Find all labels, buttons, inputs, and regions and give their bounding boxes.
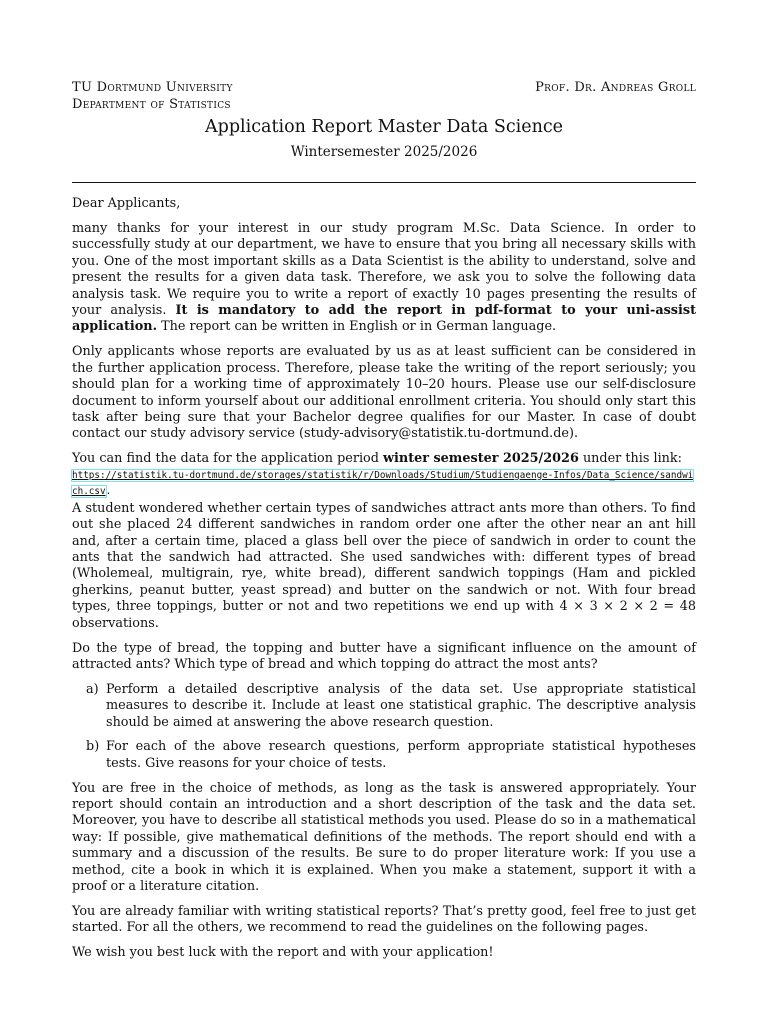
header-institution	[72, 79, 233, 113]
university-name: TU Dortmund University	[72, 80, 233, 95]
data-link-suffix: under this link:	[582, 451, 682, 467]
task-text: Perform a detailed descriptive analysis of the data set. Use appropriate statistical measures to describe it. Include at least one statistical graphic. The descriptive analysis should be aimed at answering the above research question.	[106, 681, 696, 730]
application-period: winter semester 2025/2026	[383, 451, 579, 467]
data-link-paragraph	[72, 451, 696, 467]
data-download-link[interactable]: https://statistik.tu-dortmund.de/storages/statistik/r/Downloads/Studium/Studiengaenge-Infos/Data_Science/sandwich.csv	[72, 469, 694, 498]
task-list	[72, 682, 696, 772]
task-marker: a)	[86, 681, 99, 697]
link-period: .	[105, 486, 112, 498]
requirements-paragraph: Only applicants whose reports are evaluated by us as at least sufficient can be considered in the further application process. Therefore, please take the writing of the report seriously; you should plan for a working time of approximately 10–20 hours. Please use our self-disclosure document to inform yourself about our additional enrollment criteria. You should only start this task after being sure that your Bachelor degree qualifies for our Master. In case of doubt contact our study advisory service (study-advisory@statistik.tu-dortmund.de).	[72, 344, 696, 442]
department-name: Department of Statistics	[72, 97, 231, 112]
task-text: For each of the above research questions, perform appropriate statistical hypotheses tests. Give reasons for your choice of tests.	[106, 739, 696, 771]
research-question: Do the type of bread, the topping and butter have a significant influence on the amount of attracted ants? Which type of bread and which topping do attract the most ants?	[72, 640, 696, 672]
task-marker: b)	[86, 739, 100, 755]
document-title: Application Report Master Data Science	[204, 117, 563, 137]
task-item-a	[72, 682, 696, 731]
methods-paragraph: You are free in the choice of methods, as long as the task is answered appropriately. Your report should contain an introduction and a short description of the task and the data set. Moreover, you have to describe all statistical methods you used. Please do so in a mathematical way: If possible, give mathematical definitions of the methods. The report should end with a summary and a discussion of the results. Be sure to do proper literature work: If you use a method, cite a book in which it is explained. When you make a statement, support it with a proof or a literature citation.	[72, 780, 696, 894]
guidelines-paragraph: You are already familiar with writing statistical reports? That’s pretty good, feel free to just get started. For all the others, we recommend to read the guidelines on the following pages.	[72, 904, 696, 936]
document-subtitle: Wintersemester 2025/2026	[290, 144, 478, 160]
professor-name: Prof. Dr. Andreas Groll	[535, 80, 696, 95]
task-item-b	[72, 739, 696, 772]
document-body	[72, 196, 696, 970]
data-url-line	[72, 468, 696, 501]
intro-paragraph	[72, 221, 696, 336]
header-divider	[72, 182, 696, 183]
intro-tail: The report can be written in English or in German language.	[161, 319, 557, 335]
data-link-prefix: You can find the data for the application period	[72, 451, 379, 467]
intro-text: many thanks for your interest in our study program M.Sc. Data Science. In order to successfully study at our department, we have to ensure that you bring all necessary skills with you. One of the most important skills as a Data Scientist is the ability to understand, solve and present the results for a given data task. Therefore, we ask you to solve the following data analysis task. We require you to write a report of exactly 10 pages presenting the results of your analysis.	[72, 221, 696, 319]
study-description: A student wondered whether certain types of sandwiches attract ants more than others. To find out she placed 24 different sandwiches in random order one after the other near an ant hill and, after a certain time, placed a glass bell over the piece of sandwich in order to count the ants that the sandwich had attracted. She used sandwiches with: different types of bread (Wholemeal, multigrain, rye, white bread), different sandwich toppings (Ham and pickled gherkins, peanut butter, yeast spread) and butter on the sandwich or not. With four bread types, three toppings, butter or not and two repetitions we end up with 4 × 3 × 2 × 2 = 48 observations.	[72, 500, 696, 631]
salutation: Dear Applicants,	[72, 196, 181, 211]
closing-paragraph: We wish you best luck with the report and with your application!	[72, 945, 494, 961]
mandatory-notice: It is mandatory to add the report in pdf-format to your uni-assist application.	[72, 303, 696, 335]
